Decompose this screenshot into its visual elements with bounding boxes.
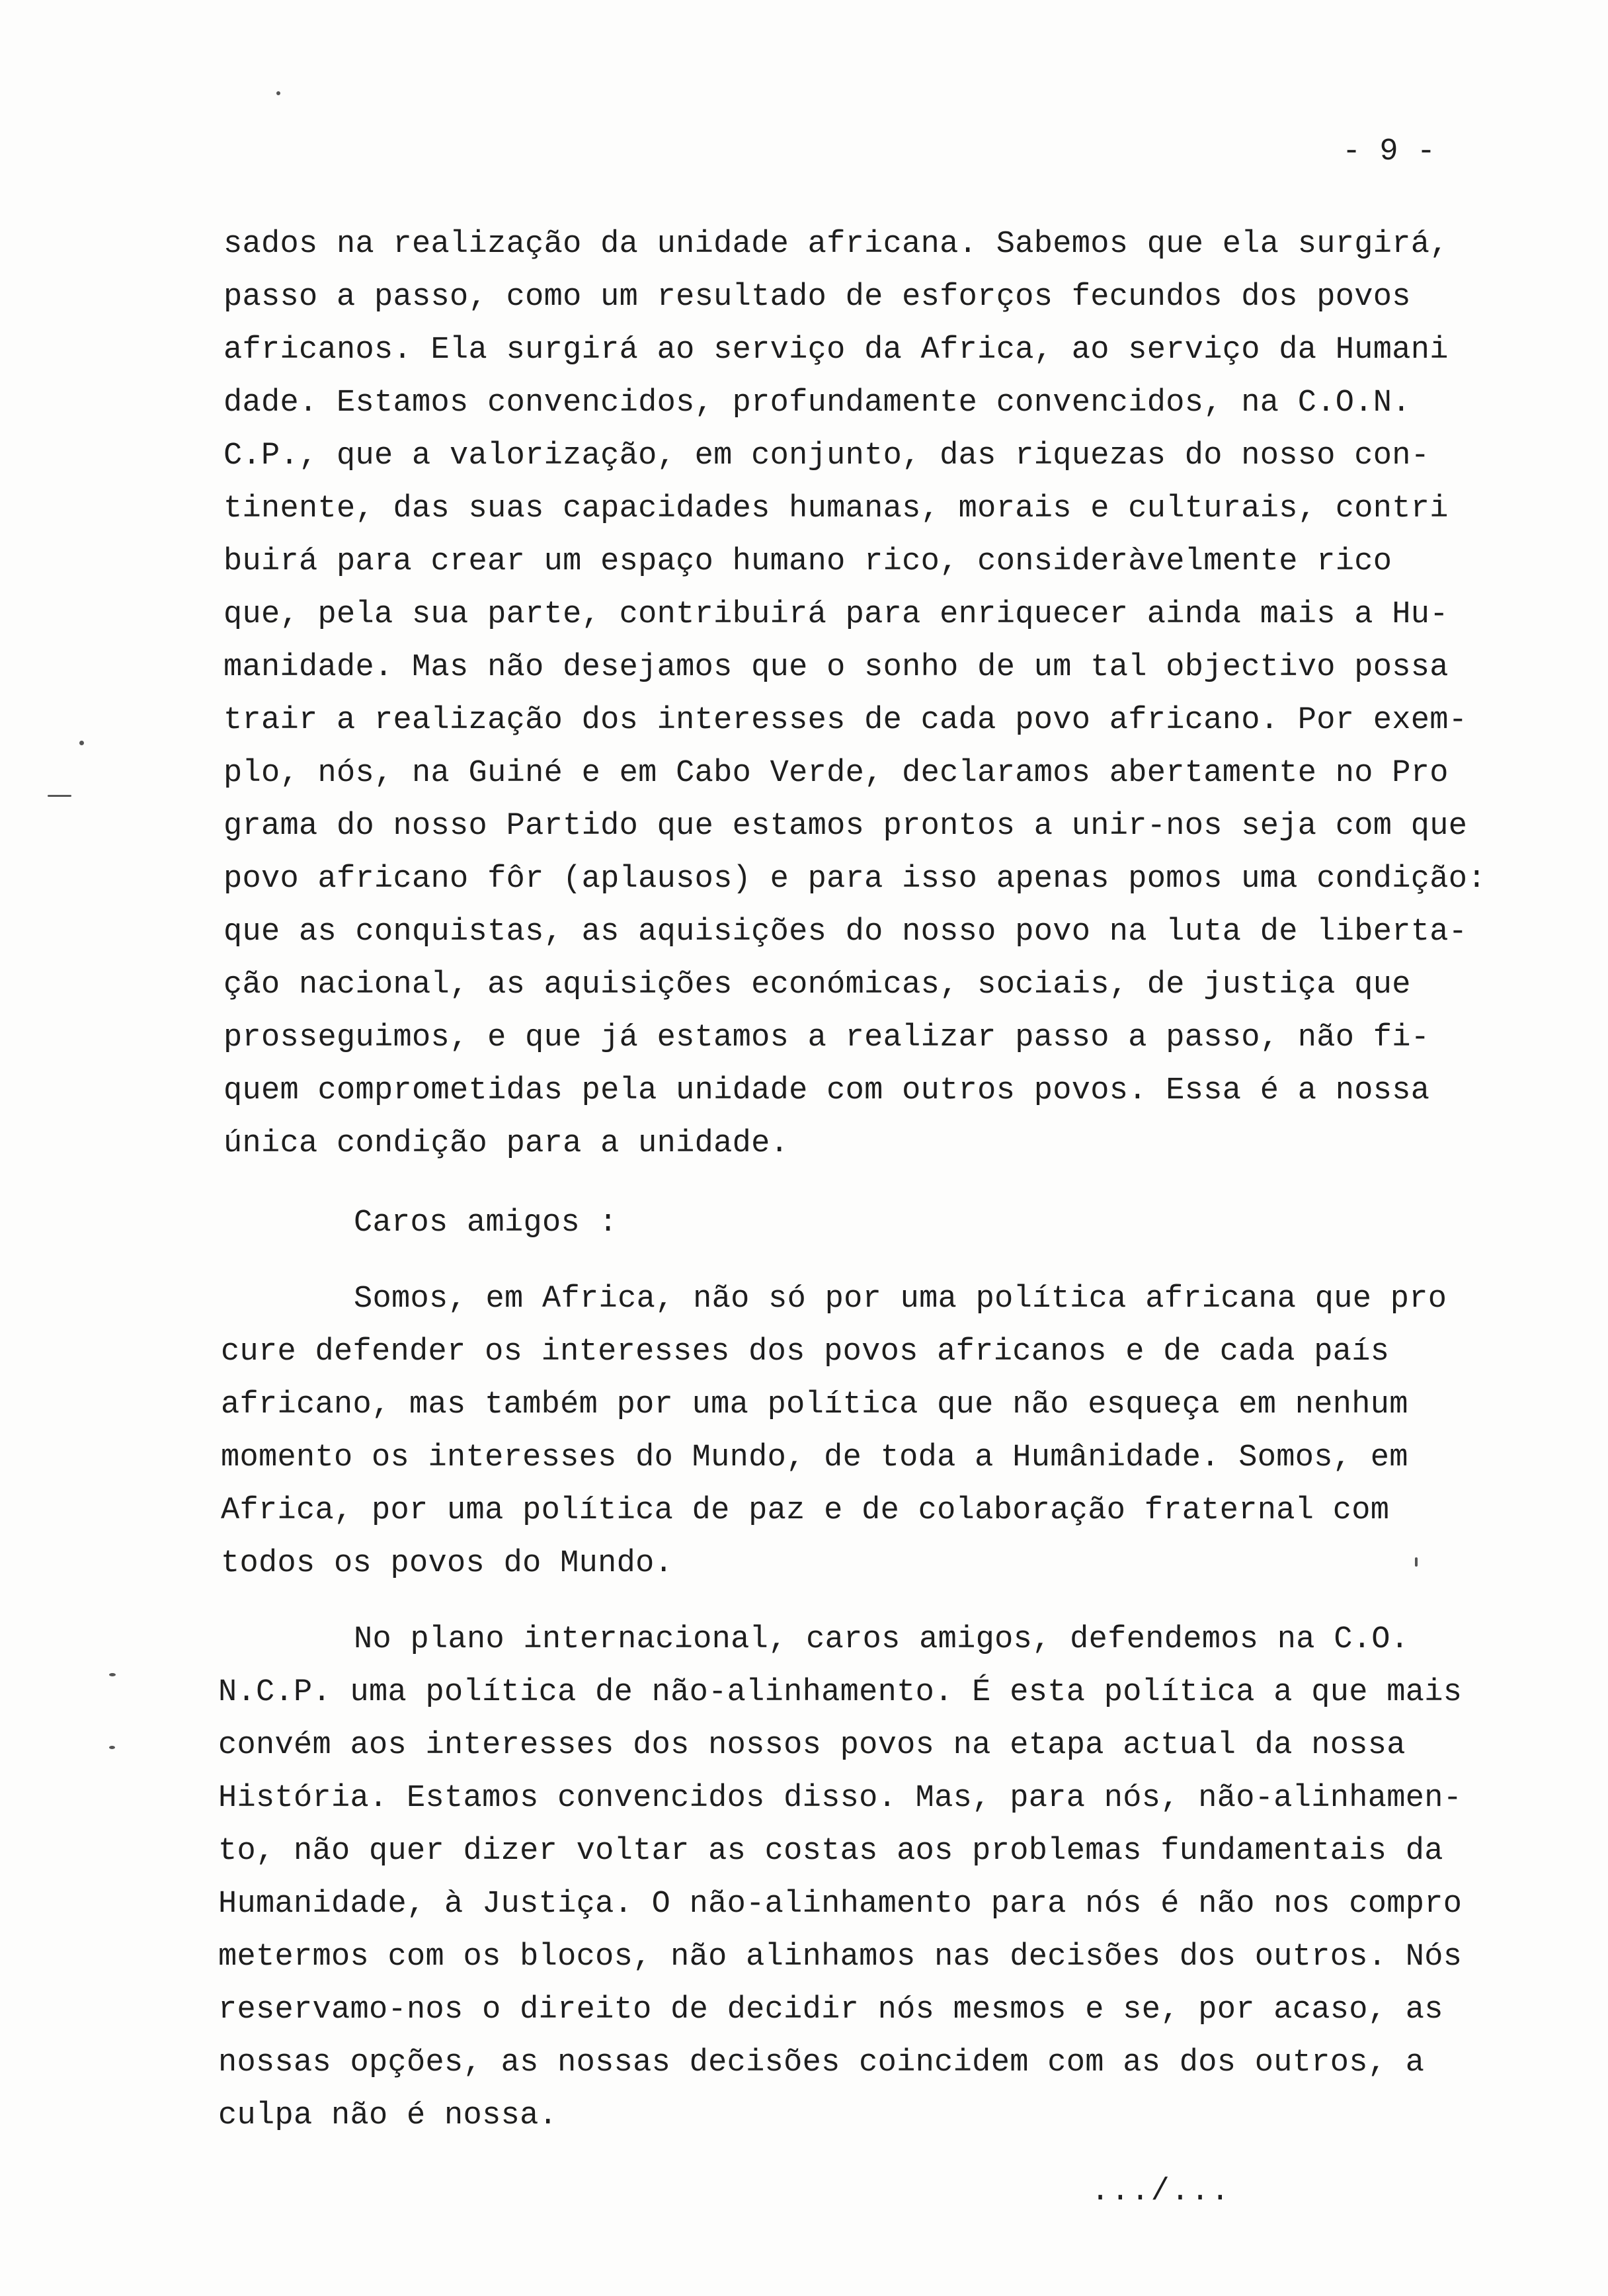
text-line: momento os interesses do Mundo, de toda a Humânidade. Somos, em [221,1440,1408,1475]
scan-speck [109,1673,116,1676]
text-line: buirá para crear um espaço humano rico, consideràvelmente rico [223,544,1392,579]
text-line: culpa não é nossa. [218,2098,558,2133]
text-line: prosseguimos, e que já estamos a realizar passo a passo, não fi- [223,1020,1430,1055]
text-line: Africa, por uma política de paz e de colaboração fraternal com [221,1493,1390,1528]
text-line: africanos. Ela surgirá ao serviço da Africa, ao serviço da Humani [223,333,1449,368]
text-line: Humanidade, à Justiça. O não-alinhamento para nós é não nos compro [218,1887,1463,1922]
text-line: trair a realização dos interesses de cada povo africano. Por exem- [223,703,1468,738]
text-line: cure defender os interesses dos povos africanos e de cada país [221,1334,1390,1370]
text-line: única condição para a unidade. [223,1126,789,1161]
text-line: N.C.P. uma política de não-alinhamento. É esta política a que mais [218,1675,1463,1710]
text-line: História. Estamos convencidos disso. Mas, para nós, não-alinhamen- [218,1781,1463,1816]
scan-speck [1415,1557,1418,1567]
text-line: manidade. Mas não desejamos que o sonho de um tal objectivo possa [223,650,1449,685]
scan-speck [276,91,280,95]
text-line: que, pela sua parte, contribuirá para enriquecer ainda mais a Hu- [223,597,1449,632]
text-line: africano, mas também por uma política que não esqueça em nenhum [221,1387,1408,1422]
text-line: sados na realização da unidade africana. Sabemos que ela surgirá, [223,227,1449,262]
text-line: nossas opções, as nossas decisões coincidem com as dos outros, a [218,2045,1425,2080]
text-line: C.P., que a valorização, em conjunto, das riquezas do nosso con- [223,438,1430,473]
text-line: passo a passo, como um resultado de esforços fecundos dos povos [223,280,1411,315]
scan-speck [48,795,71,797]
text-line: dade. Estamos convencidos, profundamente convencidos, na C.O.N. [223,386,1411,421]
text-line: povo africano fôr (aplausos) e para isso apenas pomos uma condição: [223,862,1486,897]
scan-speck [79,741,84,745]
text-line: Somos, em Africa, não só por uma política africana que pro [354,1282,1447,1317]
text-line: No plano internacional, caros amigos, defendemos na C.O. [354,1622,1410,1657]
salutation: Caros amigos : [354,1206,618,1241]
text-line: plo, nós, na Guiné e em Cabo Verde, declaramos abertamente no Pro [223,756,1449,791]
text-line: metermos com os blocos, não alinhamos nas decisões dos outros. Nós [218,1940,1463,1975]
text-line: quem comprometidas pela unidade com outros povos. Essa é a nossa [223,1073,1430,1108]
text-line: ção nacional, as aquisições económicas, sociais, de justiça que [223,967,1411,1003]
text-line: grama do nosso Partido que estamos prontos a unir-nos seja com que [223,809,1468,844]
text-line: todos os povos do Mundo. [221,1546,674,1581]
text-line: que as conquistas, as aquisições do nosso povo na luta de liberta- [223,915,1468,950]
text-line: reservamo-nos o direito de decidir nós mesmos e se, por acaso, as [218,1992,1443,2028]
page-number: - 9 - [1342,134,1436,169]
continuation-mark: .../... [1091,2174,1231,2209]
text-line: tinente, das suas capacidades humanas, morais e culturais, contri [223,491,1449,526]
scan-speck [109,1746,115,1749]
text-line: to, não quer dizer voltar as costas aos problemas fundamentais da [218,1834,1443,1869]
text-line: convém aos interesses dos nossos povos na etapa actual da nossa [218,1728,1406,1763]
